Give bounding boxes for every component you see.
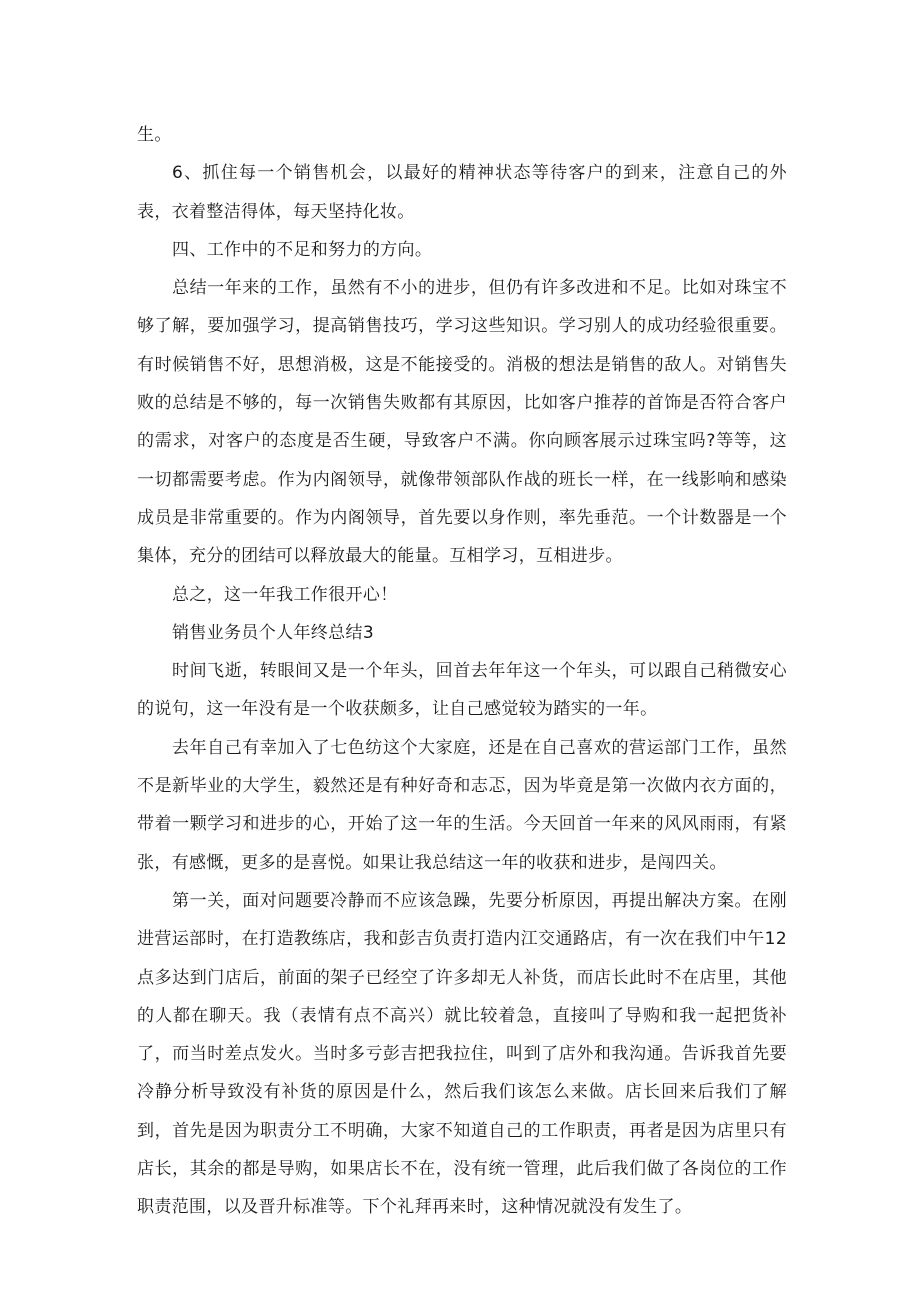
article-title-summary-3: 销售业务员个人年终总结3	[172, 622, 375, 643]
paragraph-first-pass: 第一关，面对问题要冷静而不应该急躁，先要分析原因，再提出解决方案。在刚进营运部时，在打造教练店，我和彭吉负责打造内江交通路店，有一次在我们中午12点多达到门店后，前面的架子已经空了许多却无人补货，而店长此时不在店里，其他的人都在聊天。我（表情有点不高兴）就比较着急，直接叫了导购和我一起把货补了，而当时差点发火。当时多亏彭吉把我拉住，叫到了店外和我沟通。告诉我首先要冷静分析导致没有补货的原因是什么，然后我们该怎么来做。店长回来后我们了解到，首先是因为职责分工不明确，大家不知道自己的工作职责，再者是因为店里只有店长，其余的都是导购，如果店长不在，没有统一管理，此后我们做了各岗位的工作职责范围，以及晋升标准等。下个礼拜再来时，这种情况就没有发生了。	[137, 890, 787, 1218]
document-body	[137, 116, 787, 1227]
section-heading-shortcomings: 四、工作中的不足和努力的方向。	[172, 239, 433, 260]
paragraph-sales-opportunity: 6、抓住每一个销售机会，以最好的精神状态等待客户的到来，注意自己的外表，衣着整洁得体，每天坚持化妆。	[137, 163, 787, 222]
paragraph-joined-company: 去年自己有幸加入了七色纺这个大家庭，还是在自己喜欢的营运部门工作，虽然不是新毕业的大学生，毅然还是有种好奇和志忑，因为毕竟是第一次做内衣方面的，带着一颗学习和进步的心，开始了这一年的生活。今天回首一年来的风风雨雨，有紧张，有感慨，更多的是喜悦。如果让我总结这一年的收获和进步，是闯四关。	[137, 737, 787, 873]
paragraph-time-flies: 时间飞逝，转眼间又是一个年头，回首去年年这一个年头，可以跟自己稍微安心的说句，这一年没有是一个收获颇多，让自己感觉较为踏实的一年。	[137, 661, 787, 720]
paragraph-year-summary: 总结一年来的工作，虽然有不小的进步，但仍有许多改进和不足。比如对珠宝不够了解，要加强学习，提高销售技巧，学习这些知识。学习别人的成功经验很重要。有时候销售不好，思想消极，这是不能接受的。消极的想法是销售的敌人。对销售失败的总结是不够的，每一次销售失败都有其原因，比如客户推荐的首饰是否符合客户的需求，对客户的态度是否生硬，导致客户不满。你向顾客展示过珠宝吗?等等，这一切都需要考虑。作为内阁领导，就像带领部队作战的班长一样，在一线影响和感染成员是非常重要的。作为内阁领导，首先要以身作则，率先垂范。一个计数器是一个集体，充分的团结可以释放最大的能量。互相学习，互相进步。	[137, 278, 787, 567]
paragraph-continuation: 生。	[137, 125, 172, 145]
paragraph-conclusion: 总之，这一年我工作很开心！	[172, 584, 398, 605]
